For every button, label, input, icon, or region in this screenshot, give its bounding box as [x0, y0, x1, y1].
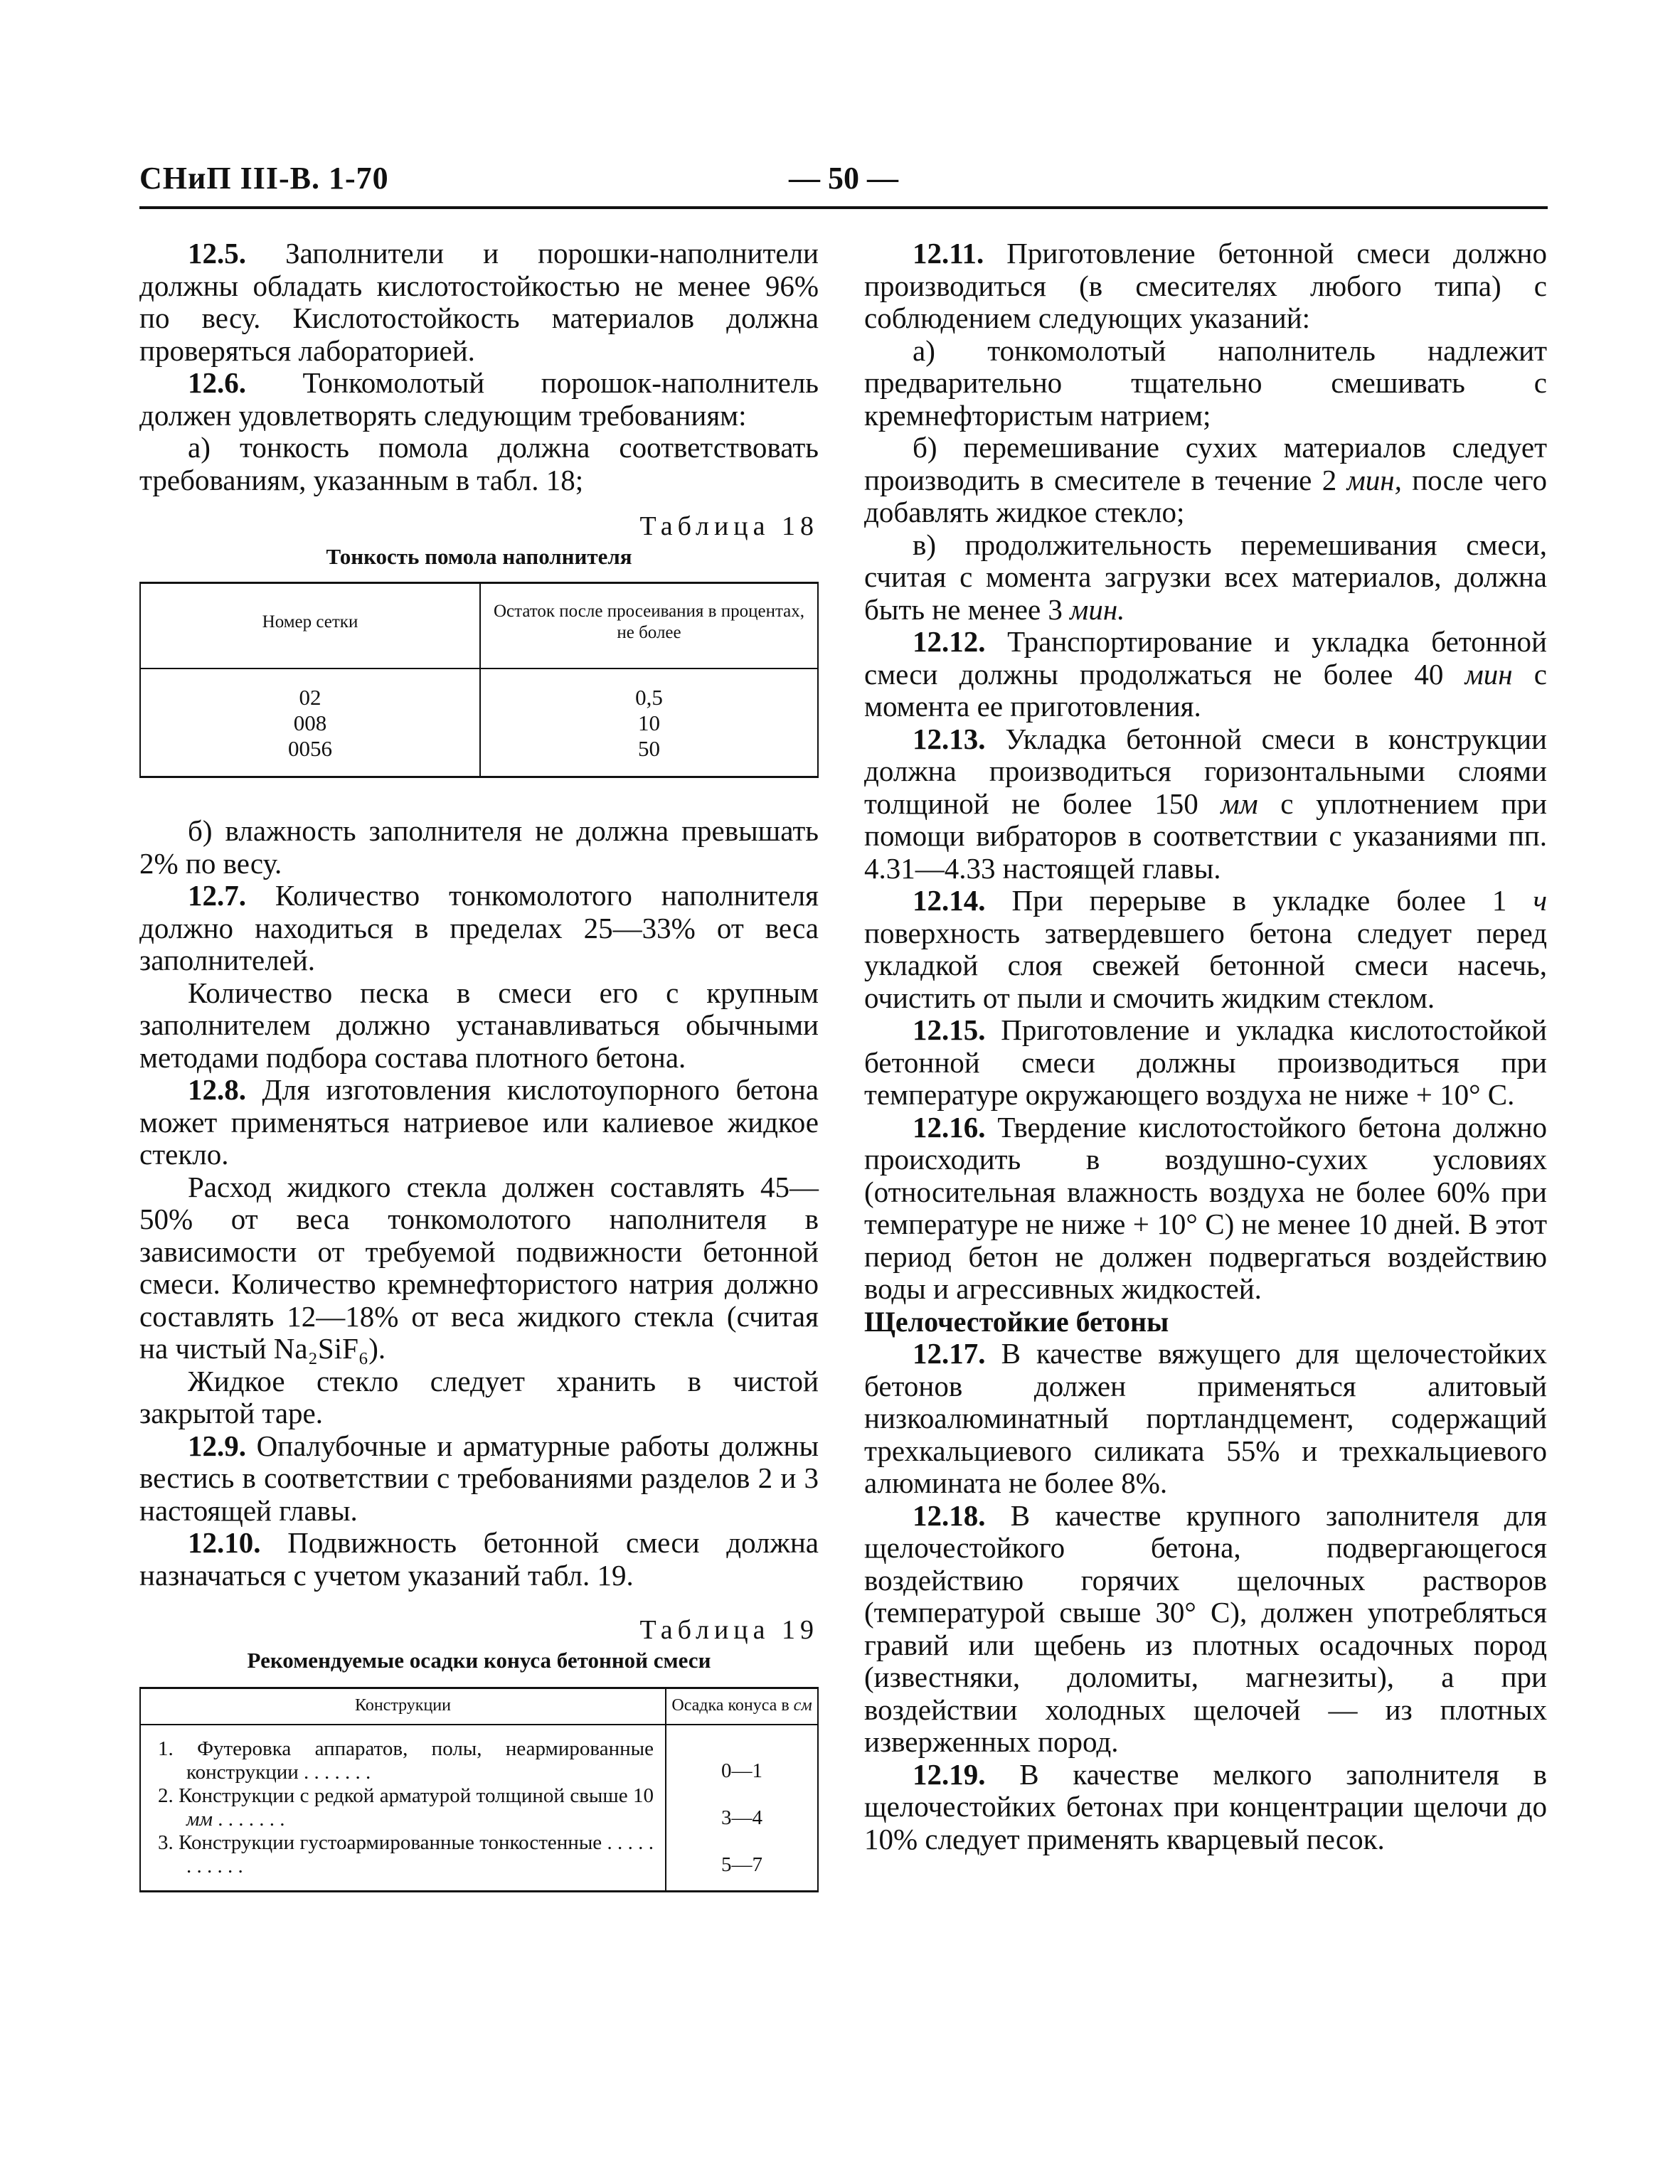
paragraph-12-6-a: а) тонкость помола должна соответствовать требованиям, указанным в табл. 18;: [139, 431, 819, 496]
table-row: [140, 1737, 818, 1784]
paragraph-12-11-c: в) продолжительность перемешивания смеси, считая с момента загрузки всех материалов, должна быть не менее 3 мин.: [864, 528, 1547, 626]
construction-name: 2. Конструкции с редкой арматурой толщиной свыше 10 мм . . . . . . .: [158, 1784, 654, 1831]
paragraph-12-13: 12.13. Укладка бетонной смеси в конструкции должна производиться горизонтальными слоями толщиной не более 150 мм с уплотнением при помощи вибраторов в соответствии с указаниями пп. 4.31—4.33 настоящей главы.: [864, 722, 1547, 885]
table-19-header-slump: Осадка конуса в см: [666, 1688, 818, 1725]
table-19-title: Рекомендуемые осадки конуса бетонной смеси: [247, 1648, 711, 1673]
construction-name: 3. Конструкции густоармированные тонкостенные . . . . . . . . . . .: [158, 1831, 654, 1877]
clause-number: 12.19.: [913, 1757, 986, 1791]
paragraph-12-8: [139, 1074, 819, 1171]
table-row: [140, 1784, 818, 1831]
clause-number: 12.16.: [913, 1110, 986, 1144]
slump-value: 5—7: [721, 1853, 762, 1876]
clause-number: 12.8.: [188, 1073, 246, 1106]
paragraph-12-11-a: а) тонкомолотый наполнитель надлежит предварительно тщательно смешивать с кремнефтористым натрием;: [864, 334, 1547, 432]
clause-text: Для изготовления кислотоупорного бетона может применяться натриевое или калиевое жидкое стекло.: [139, 1073, 819, 1171]
residue-value: 50: [638, 736, 660, 761]
clause-number: 12.7.: [188, 879, 246, 912]
section-title: Щелочестойкие бетоны: [864, 1305, 1169, 1338]
table-row: [140, 736, 818, 762]
page-number: — 50 —: [789, 161, 898, 196]
clause-number: 12.5.: [188, 237, 246, 270]
paragraph-12-6-b: б) влажность заполнителя не должна превышать 2% по весу.: [139, 814, 819, 880]
clause-text: В качестве мелкого заполнителя в щелочестойких бетонах при концентрации щелочи до 10% следует применять кварцевый песок.: [864, 1757, 1547, 1855]
clause-text: В качестве вяжущего для щелочестойких бетонов должен применяться алитовый низкоалюминатный портландцемент, содержащий трехкальциевого силиката 55% и трехкальциевого алюмината не более 8%.: [864, 1337, 1547, 1499]
paragraph-12-7-2: Количество песка в смеси его с крупным заполнителем должно устанавливаться обычными методами подбора состава плотного бетона.: [139, 976, 819, 1074]
document-code: СНиП III-В. 1-70: [139, 161, 389, 196]
table-18-number: Таблица 18: [639, 511, 819, 541]
paragraph-12-8-2: Расход жидкого стекла должен составлять 45—50% от веса тонкомолотого наполнителя в зависимости от требуемой подвижности бетонной смеси. Количество кремнефтористого натрия должно составлять 12—18% от веса жидкого стекла (считая на чистый Na₂SiF₆).: [139, 1170, 819, 1365]
paragraph-12-9: [139, 1430, 819, 1528]
clause-number: 12.14.: [913, 884, 986, 917]
paragraph-12-12: 12.12. Транспортирование и укладка бетонной смеси должны продолжаться не более 40 мин с момента ее приготовления.: [864, 625, 1547, 723]
clause-number: 12.13.: [913, 722, 986, 755]
clause-number: 12.12.: [913, 625, 986, 658]
header-rule: [139, 206, 1548, 209]
clause-text: Подвижность бетонной смеси должна назначаться с учетом указаний табл. 19.: [139, 1526, 819, 1592]
clause-number: 12.15.: [913, 1013, 986, 1046]
slump-value: 3—4: [721, 1806, 762, 1829]
table-row: [140, 685, 818, 710]
table-19-header-construction: Конструкции: [140, 1688, 666, 1725]
clause-number: 12.11.: [913, 237, 984, 270]
table-18-header-sieve: Номер сетки: [140, 583, 480, 669]
clause-text: В качестве крупного заполнителя для щелочестойкого бетона, подвергающегося воздействию горячих щелочных растворов (температурой свыше 30° С), должен употребляться гравий или щебень из плотных осадочных пород (известняки, доломиты, магнезиты), а при воздействии холодных щелочей — из плотных изверженных пород.: [864, 1498, 1547, 1758]
table-19-number: Таблица 19: [639, 1615, 819, 1645]
clause-text: Тонкомолотый порошок-наполнитель должен удовлетворять следующим требованиям:: [139, 366, 819, 432]
paragraph-12-8-3: Жидкое стекло следует хранить в чистой закрытой таре.: [139, 1364, 819, 1429]
construction-name: 1. Футеровка аппаратов, полы, неармированные конструкции . . . . . . .: [158, 1737, 654, 1784]
paragraph-12-11: [864, 238, 1547, 335]
table-18: [139, 582, 819, 778]
paragraph-12-18: [864, 1500, 1547, 1759]
paragraph-12-17: [864, 1338, 1547, 1500]
left-column: [139, 238, 819, 1892]
paragraph-12-11-b: б) перемешивание сухих материалов следует производить в смесителе в течение 2 мин, после чего добавлять жидкое стекло;: [864, 431, 1547, 528]
paragraph-12-5: [139, 238, 819, 367]
sieve-number: 008: [140, 710, 480, 736]
page-header: [139, 160, 1548, 203]
right-column: [864, 238, 1547, 1855]
clause-text: Приготовление и укладка кислотостойкой бетонной смеси должны производиться при температуре окружающего воздуха не ниже + 10° С.: [864, 1013, 1547, 1111]
paragraph-12-7: [139, 880, 819, 977]
slump-value: 0—1: [721, 1759, 762, 1782]
clause-text: Заполнители и порошки-наполнители должны обладать кислотостойкостью не менее 96% по весу. Кислотостойкость материалов должна проверяться лабораторией.: [139, 237, 819, 367]
clause-number: 12.10.: [188, 1526, 261, 1559]
sieve-number: 02: [140, 685, 480, 710]
paragraph-12-6: [139, 367, 819, 432]
residue-value: 10: [638, 710, 660, 735]
residue-value: 0,5: [635, 685, 663, 710]
table-row: [140, 1831, 818, 1878]
table-row: [140, 710, 818, 736]
clause-number: 12.6.: [188, 366, 246, 399]
paragraph-12-10: [139, 1527, 819, 1592]
paragraph-12-14: 12.14. При перерыве в укладке более 1 ч поверхность затвердевшего бетона следует перед укладкой слоя свежей бетонной смеси насечь, очистить от пыли и смочить жидким стеклом.: [864, 884, 1547, 1014]
clause-text: Приготовление бетонной смеси должно производиться (в смесителях любого типа) с соблюдением следующих указаний:: [864, 237, 1547, 334]
table-18-header-residue: Остаток после просеивания в процентах, не более: [480, 583, 818, 669]
clause-number: 12.17.: [913, 1337, 986, 1370]
sieve-number: 0056: [140, 736, 480, 762]
clause-text: Опалубочные и арматурные работы должны вестись в соответствии с требованиями разделов 2 и 3 настоящей главы.: [139, 1429, 819, 1527]
table-19: [139, 1687, 819, 1892]
clause-text: Количество тонкомолотого наполнителя должно находиться в пределах 25—33% от веса заполнителей.: [139, 879, 819, 976]
clause-text: Твердение кислотостойкого бетона должно происходить в воздушно-сухих условиях (относительная влажность воздуха не более 60% при температуре не ниже + 10° С) не менее 10 дней. В этот период бетон не должен подвергаться воздействию воды и агрессивных жидкостей.: [864, 1110, 1547, 1305]
paragraph-12-16: [864, 1112, 1547, 1306]
paragraph-12-19: [864, 1759, 1547, 1856]
clause-number: 12.9.: [188, 1429, 246, 1462]
paragraph-12-15: [864, 1014, 1547, 1112]
clause-number: 12.18.: [913, 1498, 986, 1532]
table-18-title: Тонкость помола наполнителя: [326, 544, 632, 569]
